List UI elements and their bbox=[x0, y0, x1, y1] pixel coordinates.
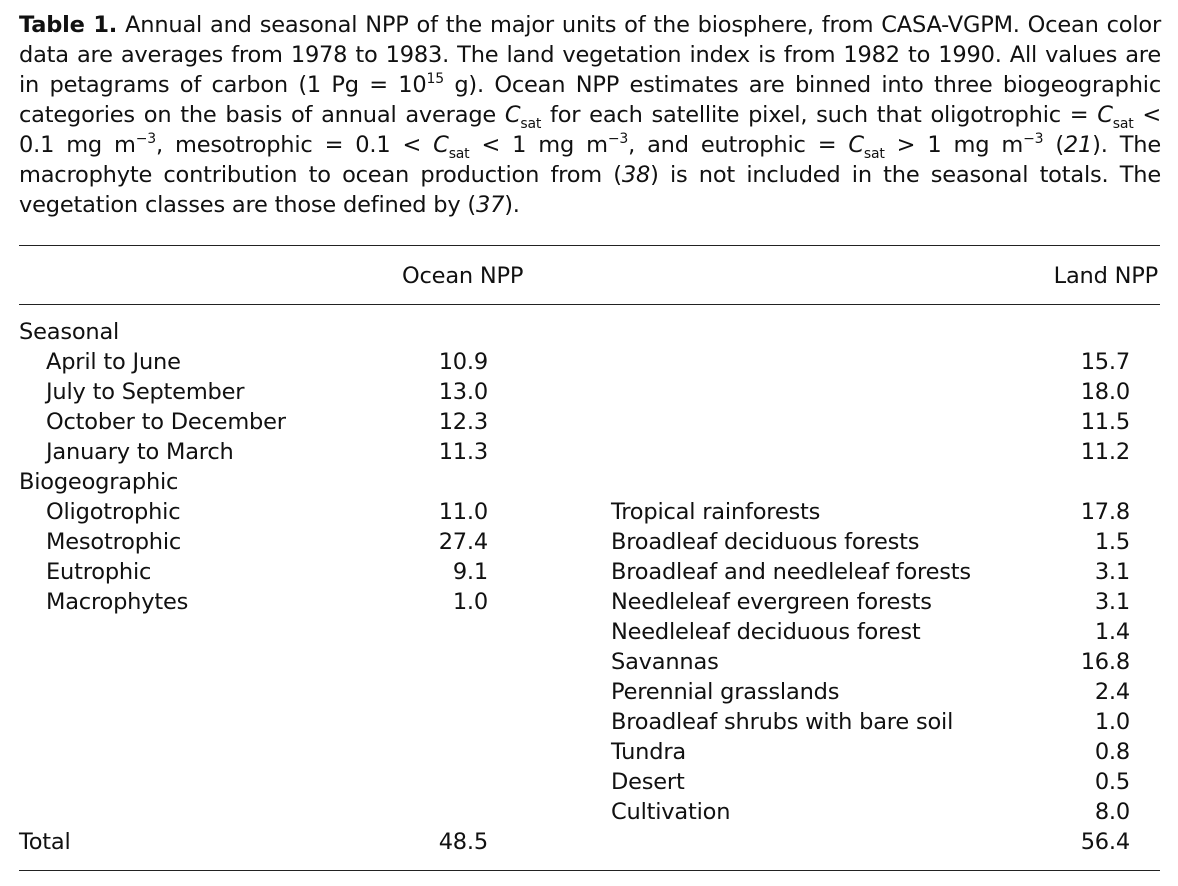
land-vegetation-class-label: Broadleaf and needleleaf forests bbox=[611, 559, 971, 585]
seasonal-row-land-value: 11.5 bbox=[1080, 409, 1130, 435]
ocean-biogeo-value: 9.1 bbox=[452, 559, 488, 585]
land-vegetation-class-label: Desert bbox=[611, 769, 685, 795]
table-label: Table 1. bbox=[19, 12, 118, 38]
ocean-biogeo-value: 11.0 bbox=[438, 499, 488, 525]
land-vegetation-class-label: Broadleaf shrubs with bare soil bbox=[611, 709, 954, 735]
reference-37: 37 bbox=[475, 192, 505, 218]
seasonal-row-label: October to December bbox=[46, 409, 286, 435]
seasonal-row-label: January to March bbox=[46, 439, 234, 465]
land-vegetation-class-label: Cultivation bbox=[611, 799, 731, 825]
bottom-rule bbox=[19, 870, 1160, 871]
land-vegetation-class-value: 17.8 bbox=[1080, 499, 1130, 525]
ocean-biogeo-value: 1.0 bbox=[452, 589, 488, 615]
total-ocean-value: 48.5 bbox=[438, 829, 488, 855]
land-vegetation-class-value: 16.8 bbox=[1080, 649, 1130, 675]
land-vegetation-class-value: 3.1 bbox=[1094, 559, 1130, 585]
reference-38: 38 bbox=[621, 162, 651, 188]
land-vegetation-class-label: Tropical rainforests bbox=[611, 499, 821, 525]
seasonal-row-ocean-value: 12.3 bbox=[438, 409, 488, 435]
seasonal-row-ocean-value: 11.3 bbox=[438, 439, 488, 465]
header-rule bbox=[19, 304, 1160, 305]
total-label: Total bbox=[19, 829, 71, 855]
land-vegetation-class-label: Needleleaf evergreen forests bbox=[611, 589, 932, 615]
land-vegetation-class-value: 1.0 bbox=[1094, 709, 1130, 735]
ocean-biogeo-label: Mesotrophic bbox=[46, 529, 182, 555]
land-vegetation-class-label: Broadleaf deciduous forests bbox=[611, 529, 920, 555]
section-biogeographic: Biogeographic bbox=[19, 469, 179, 495]
land-vegetation-class-value: 2.4 bbox=[1094, 679, 1130, 705]
land-vegetation-class-value: 1.5 bbox=[1094, 529, 1130, 555]
land-vegetation-class-label: Perennial grasslands bbox=[611, 679, 840, 705]
section-seasonal: Seasonal bbox=[19, 319, 120, 345]
land-vegetation-class-label: Tundra bbox=[611, 739, 686, 765]
seasonal-row-land-value: 15.7 bbox=[1080, 349, 1130, 375]
top-rule bbox=[19, 245, 1160, 246]
seasonal-row-ocean-value: 10.9 bbox=[438, 349, 488, 375]
land-vegetation-class-value: 0.5 bbox=[1094, 769, 1130, 795]
land-vegetation-class-label: Savannas bbox=[611, 649, 719, 675]
seasonal-row-land-value: 11.2 bbox=[1080, 439, 1130, 465]
ocean-biogeo-value: 27.4 bbox=[438, 529, 488, 555]
ocean-biogeo-label: Eutrophic bbox=[46, 559, 152, 585]
seasonal-row-land-value: 18.0 bbox=[1080, 379, 1130, 405]
ocean-biogeo-label: Macrophytes bbox=[46, 589, 189, 615]
land-vegetation-class-value: 1.4 bbox=[1094, 619, 1130, 645]
seasonal-row-label: April to June bbox=[46, 349, 181, 375]
table-caption: Table 1. Annual and seasonal NPP of the major units of the biosphere, from CASA-VGPM. Ocean color data are averages from 1978 to 1983. The land vegetation index is from 1982 to 1990. All values are in petagrams of carbon (1 $Pg = 10^{15}$ g). Ocean NPP estimates are binned into three biogeographic categories on the basis of annual average $C_{sat}$ for each satellite pixel, such that oligotrophic = $C_{sat} < 0.1$ mg $m^{-3}$, mesotrophic = $0.1 < C_{sat} < 1$ mg $m^{-3}$, and eutrophic = $C_{sat} > 1$ mg $m^{-3}$ (21). The macrophyte contribution to ocean production from (38) is not included in the seasonal totals. The vegetation classes are those defined by (37). bbox=[19, 12, 1162, 218]
header-land-npp: Land NPP bbox=[1053, 263, 1158, 289]
seasonal-row-ocean-value: 13.0 bbox=[438, 379, 488, 405]
seasonal-row-label: July to September bbox=[46, 379, 245, 405]
land-vegetation-class-value: 0.8 bbox=[1094, 739, 1130, 765]
header-ocean-npp: Ocean NPP bbox=[402, 263, 524, 289]
total-land-value: 56.4 bbox=[1080, 829, 1130, 855]
land-vegetation-class-value: 8.0 bbox=[1094, 799, 1130, 825]
ocean-biogeo-label: Oligotrophic bbox=[46, 499, 181, 525]
land-vegetation-class-label: Needleleaf deciduous forest bbox=[611, 619, 921, 645]
reference-21: 21 bbox=[1063, 132, 1093, 158]
land-vegetation-class-value: 3.1 bbox=[1094, 589, 1130, 615]
